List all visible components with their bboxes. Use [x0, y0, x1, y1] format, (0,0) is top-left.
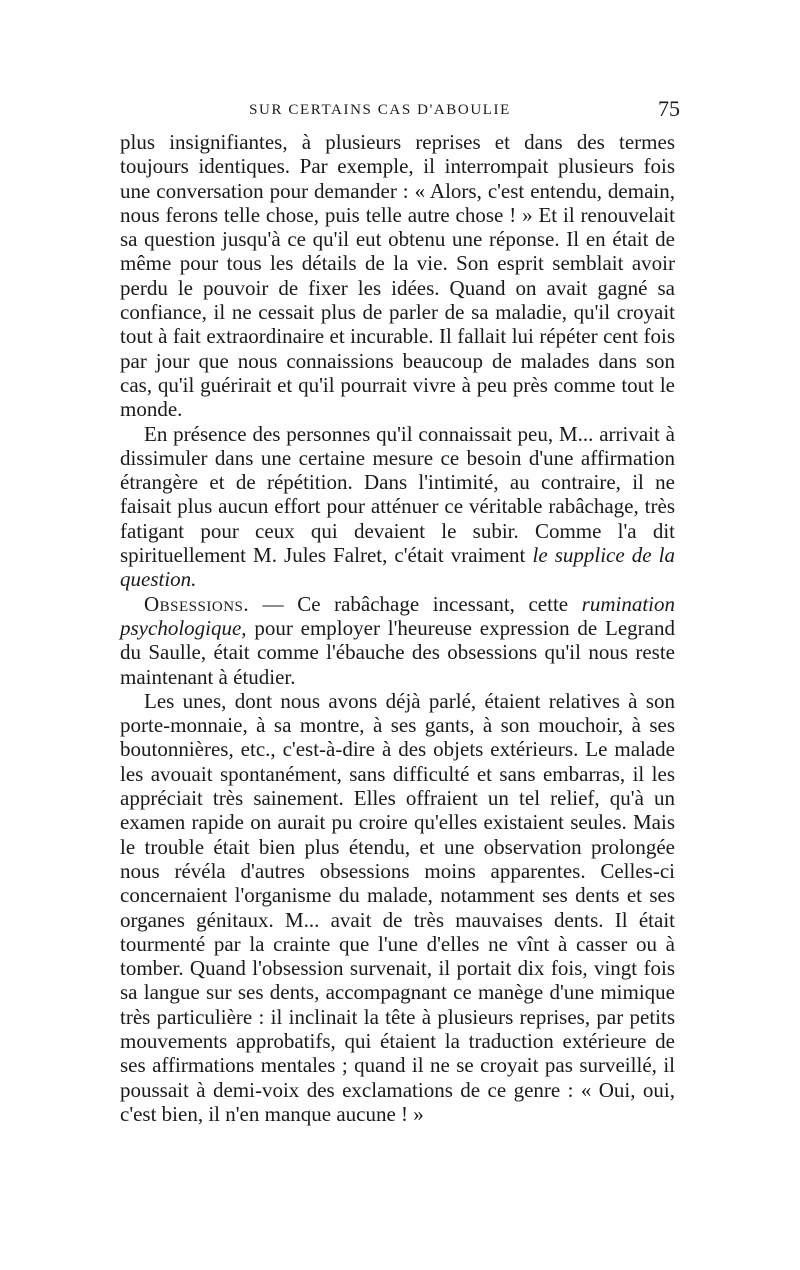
page-number: 75: [658, 96, 680, 121]
paragraph-3-text-b: pour employer l'heureuse expression de Legrand du Saulle, était comme l'ébauche des obsessions qu'il nous reste maintenant à étudier.: [120, 615, 675, 689]
section-heading-obsessions: Obsessions.: [144, 591, 250, 616]
paragraph-1-text: plus insignifiantes, à plusieurs reprises et dans des termes toujours identiques. Par exemple, il interrompait plusieurs fois une conversation pour demander : « Alors, c'est entendu, demain, nous ferons telle chose, puis telle autre chose ! » Et il renouvelait sa question jusqu'à ce qu'il eut obtenu une réponse. Il en était de même pour tous les détails de la vie. Son esprit semblait avoir perdu le pouvoir de fixer les idées. Quand on avait gagné sa confiance, il ne cessait plus de parler de sa maladie, qu'il croyait tout à fait extraordinaire et incurable. Il fallait lui répéter cent fois par jour que nous connaissions beaucoup de malades dans son cas, qu'il guérirait et qu'il pourrait vivre à peu près comme tout le monde.: [120, 130, 675, 422]
paragraph-3-text-a: — Ce rabâchage incessant, cette: [249, 591, 582, 616]
paragraph-2-italic-phrase: le supplice de la question.: [120, 543, 676, 592]
paragraph-4: [120, 689, 675, 1126]
paragraph-3: [120, 592, 675, 689]
body-text: [120, 130, 675, 1126]
page-header: [120, 96, 680, 126]
paragraph-4-text: Les unes, dont nous avons déjà parlé, étaient relatives à son porte-monnaie, à sa montre, à ses gants, à son mouchoir, à ses boutonnières, etc., c'est-à-dire à des objets extérieurs. Le malade les avouait spontanément, sans difficulté et sans embarras, il les appréciait très sainement. Elles offraient un tel relief, qu'à un examen rapide on aurait pu croire qu'elles existaient seules. Mais le trouble était bien plus étendu, et une observation prolongée nous révéla d'autres obsessions moins apparentes. Celles-ci concernaient l'organisme du malade, notamment ses dents et ses organes génitaux. M... avait de très mauvaises dents. Il était tourmenté par la crainte que l'une d'elles ne vînt à casser ou à tomber. Quand l'obsession survenait, il portait dix fois, vingt fois sa langue sur ses dents, accompagnant ce manège d'une mimique très particulière : il inclinait la tête à plusieurs reprises, par petits mouvements approbatifs, qui étaient la traduction extérieure de ses affirmations mentales ; quand il ne se croyait pas surveillé, il poussait à demi-voix des exclamations de ce genre : « Oui, oui, c'est bien, il n'en manque aucune ! »: [120, 688, 675, 1126]
paragraph-1: [120, 130, 675, 422]
paragraph-3-italic-term: rumination psychologique,: [120, 591, 675, 640]
paragraph-2-text: En présence des personnes qu'il connaissait peu, M... arrivait à dissimuler dans une certaine mesure ce besoin d'une affirmation étrangère et de répétition. Dans l'intimité, au contraire, il ne faisait plus aucun effort pour atténuer ce véritable rabâchage, très fatigant pour ceux qui devaient le subir. Comme l'a dit spirituellement M. Jules Falret, c'était vraiment: [120, 421, 675, 568]
running-title: SUR CERTAINS CAS D'ABOULIE: [249, 102, 511, 118]
paragraph-2: [120, 422, 675, 592]
